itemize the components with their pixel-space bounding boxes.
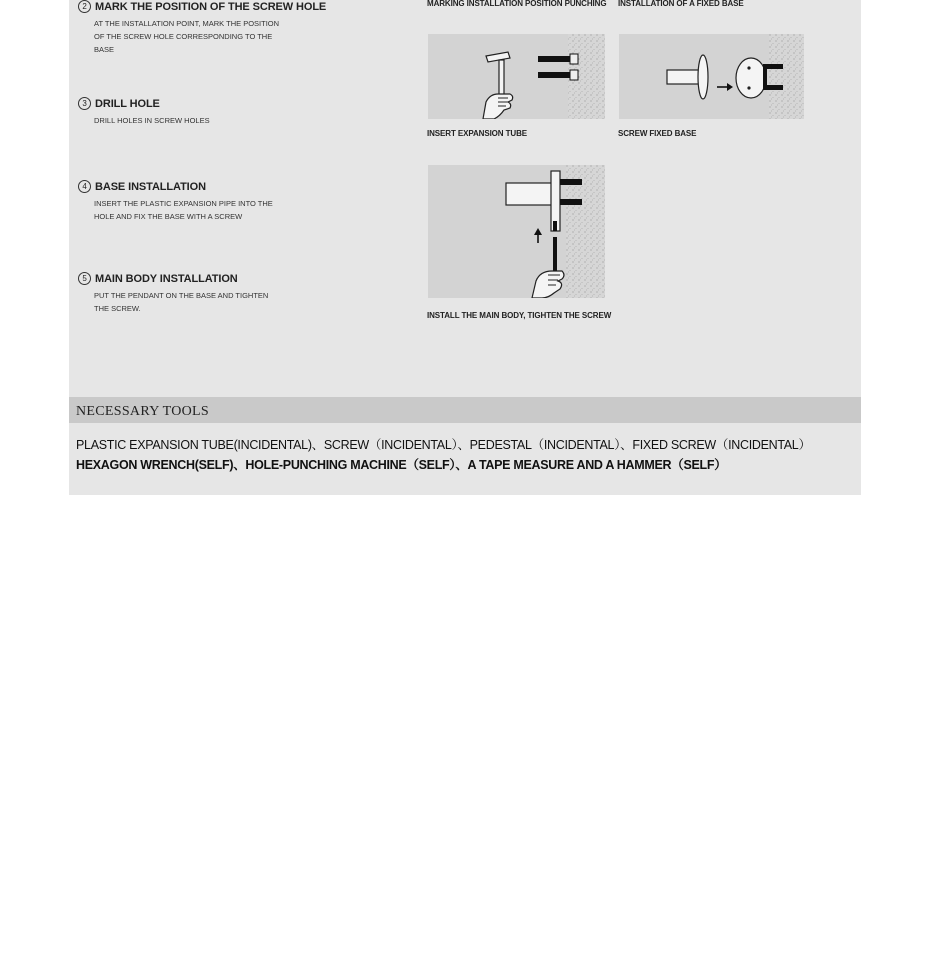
step-description: INSERT THE PLASTIC EXPANSION PIPE INTO THE HOLE AND FIX THE BASE WITH A SCREW [94,199,273,221]
step-number: 2 [78,0,91,13]
step-title-text: MAIN BODY INSTALLATION [95,273,238,285]
caption-screw-base: SCREW FIXED BASE [618,129,697,138]
wrench-mount-icon [428,165,605,298]
step-title [78,97,284,110]
step-title-text: BASE INSTALLATION [95,181,206,193]
tools-line-1: PLASTIC EXPANSION TUBE(INCIDENTAL)、SCREW（INCIDENTAL）、PEDESTAL（INCIDENTAL）、FIXED SCREW（INCIDENTAL） [76,438,811,452]
step-title-text: DRILL HOLE [95,98,160,110]
step-main-body-installation [78,272,284,315]
step-drill-hole [78,97,284,127]
step-number: 3 [78,97,91,110]
step-number: 5 [78,272,91,285]
step-mark-position [78,0,326,56]
caption-main-body: INSTALL THE MAIN BODY, TIGHTEN THE SCREW [427,311,612,320]
step-title [78,0,326,13]
step-description: PUT THE PENDANT ON THE BASE AND TIGHTEN THE SCREW. [94,291,269,313]
step-title [78,180,284,193]
caption-insert-tube: INSERT EXPANSION TUBE [427,129,527,138]
step-number: 4 [78,180,91,193]
step-title [78,272,284,285]
tools-title: NECESSARY TOOLS [76,404,209,419]
base-plate-icon [619,34,804,119]
caption-marking: MARKING INSTALLATION POSITION PUNCHING [427,0,607,8]
step-description: AT THE INSTALLATION POINT, MARK THE POSITION OF THE SCREW HOLE CORRESPONDING TO THE BASE [94,19,280,54]
tools-line-2: HEXAGON WRENCH(SELF)、HOLE-PUNCHING MACHINE（SELF）、A TAPE MEASURE AND A HAMMER（SELF） [76,458,727,472]
caption-fixed-base: INSTALLATION OF A FIXED BASE [618,0,744,8]
step-title-text: MARK THE POSITION OF THE SCREW HOLE [95,1,327,13]
step-base-installation [78,180,284,223]
step-description: DRILL HOLES IN SCREW HOLES [94,116,210,125]
hammer-tubes-icon [428,34,605,119]
